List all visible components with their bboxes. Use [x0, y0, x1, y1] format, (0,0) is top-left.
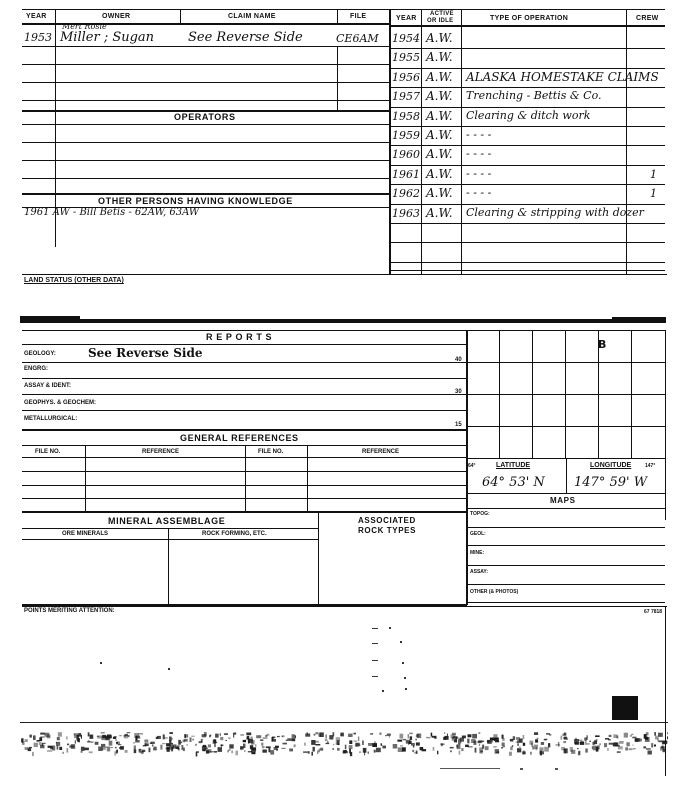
maps-topog: TOPOG:: [470, 511, 490, 517]
maps-assay: ASSAY:: [470, 569, 489, 575]
other-persons-label: OTHER PERSONS HAVING KNOWLEDGE: [98, 196, 293, 206]
activity-crew: 1: [650, 187, 657, 201]
activity-operation: - - - -: [466, 128, 492, 141]
activity-status: A.W.: [426, 69, 453, 84]
form-number: 67 7818: [644, 609, 663, 615]
points-meriting-attention-label: POINTS MERITING ATTENTION:: [24, 608, 115, 614]
activity-status: A.W.: [426, 128, 453, 142]
type-of-operation-header: TYPE OF OPERATION: [490, 15, 569, 22]
activity-year: 1956: [392, 70, 420, 84]
activity-operation: - - - -: [466, 147, 492, 161]
activity-row-rule: [390, 223, 665, 224]
operators-label: OPERATORS: [174, 112, 236, 122]
scale-15: 15: [455, 422, 462, 428]
activity-status: A.W.: [426, 205, 453, 220]
activity-operation: Clearing & ditch work: [466, 108, 591, 122]
active-idle-header-1: ACTIVE: [430, 11, 454, 17]
reports-title: R E P O R T S: [206, 332, 273, 342]
activity-year: 1963: [392, 206, 420, 220]
longitude-value: 147° 59' W: [574, 475, 648, 490]
ore-minerals-label: ORE MINERALS: [62, 531, 109, 537]
activity-operation: - - - -: [466, 186, 492, 200]
activity-row-rule: [390, 165, 665, 166]
other-persons-entry: 1961 AW - Bill Betis - 62AW, 63AW: [24, 207, 200, 218]
active-idle-header-2: OR IDLE: [427, 18, 454, 24]
file-header: FILE: [350, 13, 367, 20]
activity-row-rule: [390, 126, 665, 127]
general-references-title: GENERAL REFERENCES: [180, 433, 299, 443]
activity-operation: - - - -: [466, 166, 492, 180]
ref-file-no-1: FILE NO.: [35, 449, 61, 455]
crew-header: CREW: [636, 15, 659, 22]
activity-year-header: YEAR: [396, 15, 417, 22]
rock-forming-label: ROCK FORMING, ETC.: [202, 531, 267, 537]
activity-row-rule: [390, 68, 665, 69]
activity-status: A.W.: [426, 31, 453, 45]
registration-mark: [612, 696, 638, 720]
file-value: CE6AM: [336, 32, 379, 45]
ref-reference-1: REFERENCE: [142, 449, 180, 455]
maps-other: OTHER (& PHOTOS): [470, 589, 519, 595]
scale-40: 40: [455, 357, 462, 363]
activity-status: A.W.: [426, 50, 453, 65]
grid-marker: B: [598, 338, 607, 351]
latitude-label: LATITUDE: [496, 462, 531, 469]
activity-status: A.W.: [426, 108, 453, 123]
maps-mine: MINE:: [470, 550, 485, 556]
year-header: YEAR: [26, 13, 47, 20]
activity-year: 1959: [392, 129, 420, 142]
activity-year: 1955: [392, 51, 420, 65]
activity-year: 1960: [392, 148, 420, 162]
lat-degree-mark: 64°: [468, 463, 476, 469]
lon-degree-mark: 147°: [645, 463, 656, 469]
activity-year: 1961: [392, 167, 420, 181]
activity-status: A.W.: [426, 147, 453, 162]
activity-status: A.W.: [426, 186, 453, 201]
activity-row-rule: [390, 87, 665, 88]
activity-row-rule: [390, 145, 665, 146]
assay-ident-label: ASSAY & IDENT:: [24, 383, 72, 389]
activity-operation: ALASKA HOMESTAKE CLAIMS: [466, 69, 659, 84]
activity-operation: Clearing & stripping with dozer: [466, 205, 644, 219]
activity-row-rule: [390, 184, 665, 185]
longitude-label: LONGITUDE: [590, 462, 632, 469]
owner-header: OWNER: [102, 13, 131, 20]
latitude-value: 64° 53' N: [482, 475, 545, 490]
geology-label: GEOLOGY:: [24, 351, 56, 357]
activity-status: A.W.: [426, 166, 453, 181]
activity-year: 1954: [392, 32, 420, 45]
maps-geol: GEOL:: [470, 531, 486, 537]
activity-status: A.W.: [426, 89, 453, 104]
activity-empty-row-rule: [390, 270, 665, 271]
engrg-label: ENGRG:: [24, 366, 48, 372]
mineral-assemblage-title: MINERAL ASSEMBLAGE: [108, 516, 226, 526]
activity-empty-row-rule: [390, 242, 665, 243]
activity-row-rule: [390, 107, 665, 108]
land-status-label: LAND STATUS (OTHER DATA): [24, 277, 124, 284]
maps-title: MAPS: [550, 496, 576, 505]
ref-reference-2: REFERENCE: [362, 449, 400, 455]
claim-name-header: CLAIM NAME: [228, 13, 276, 20]
section-divider-band: [20, 319, 666, 323]
scale-30: 30: [455, 389, 462, 395]
year-1953: 1953: [24, 31, 52, 44]
activity-row-rule: [390, 204, 665, 205]
scan-noise-band: [20, 718, 668, 758]
ref-file-no-2: FILE NO.: [258, 449, 284, 455]
activity-empty-row-rule: [390, 262, 665, 263]
claim-name-value: See Reverse Side: [188, 30, 303, 45]
activity-operation: Trenching - Bettis & Co.: [466, 89, 602, 103]
owner-line1: Mert Rosie: [62, 22, 107, 31]
geophys-label: GEOPHYS. & GEOCHEM:: [24, 400, 97, 406]
associated-line1: ASSOCIATED: [358, 516, 416, 525]
associated-line2: ROCK TYPES: [358, 526, 417, 535]
metallurgical-label: METALLURGICAL:: [24, 416, 78, 422]
owner-line2: Miller ; Sugan: [60, 30, 155, 45]
activity-row-rule: [390, 48, 665, 49]
activity-year: 1957: [392, 90, 420, 104]
activity-year: 1958: [392, 109, 420, 123]
geology-value: See Reverse Side: [88, 346, 203, 360]
activity-crew: 1: [650, 167, 657, 181]
activity-year: 1962: [392, 187, 420, 201]
